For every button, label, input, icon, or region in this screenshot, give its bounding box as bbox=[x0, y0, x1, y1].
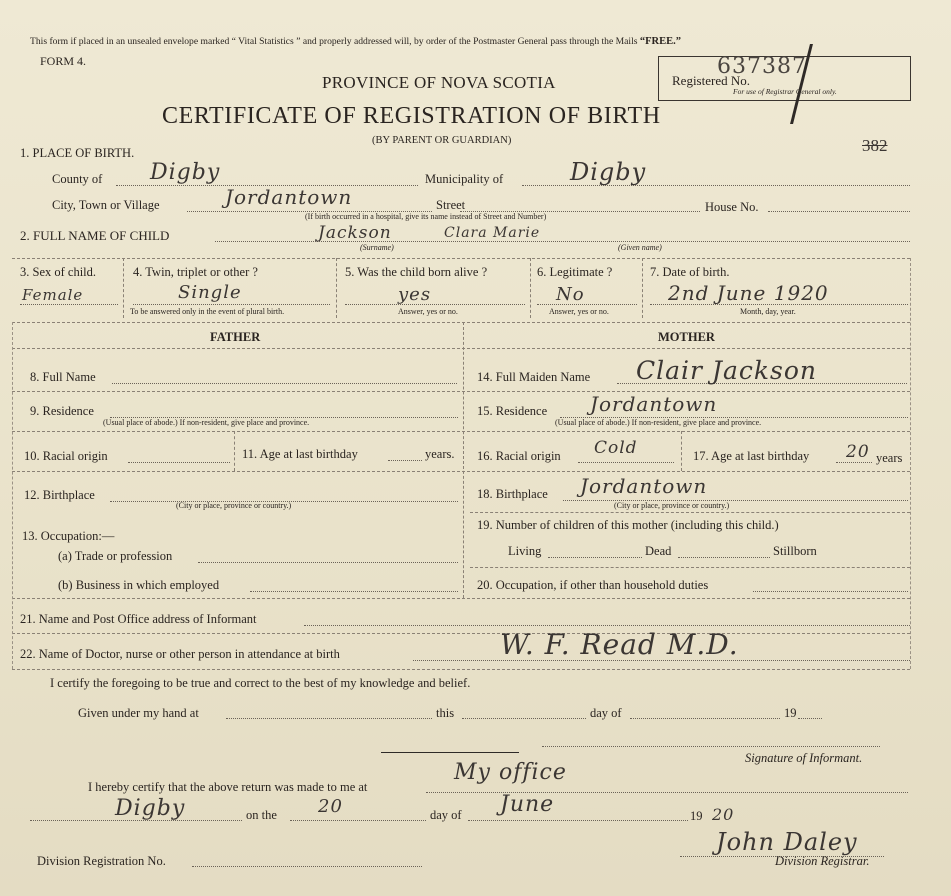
parents-row-line-1 bbox=[12, 391, 910, 392]
mother-occupation-line bbox=[753, 591, 908, 592]
mother-age-label: 17. Age at last birthday bbox=[693, 449, 810, 463]
given-under-label: Given under my hand at bbox=[78, 706, 199, 720]
certification-day-value: 20 bbox=[318, 796, 343, 817]
this-day-line bbox=[462, 718, 586, 719]
registered-number: 637387 bbox=[717, 54, 807, 79]
dead-label: Dead bbox=[645, 544, 672, 558]
col-divider-3 bbox=[530, 258, 531, 318]
dob-label: 7. Date of birth. bbox=[650, 265, 730, 279]
living-label: Living bbox=[508, 544, 542, 558]
father-racial-label: 10. Racial origin bbox=[24, 449, 108, 463]
day-of-label: day of bbox=[590, 706, 622, 720]
mother-maiden-label: 14. Full Maiden Name bbox=[477, 370, 591, 384]
mother-residence-label: 15. Residence bbox=[477, 404, 548, 418]
father-age-line bbox=[388, 460, 422, 461]
legitimate-line bbox=[537, 304, 637, 305]
this-label: this bbox=[436, 706, 455, 720]
parents-heading-line bbox=[12, 348, 910, 349]
county-label: County of bbox=[52, 172, 103, 186]
dob-value: 2nd June 1920 bbox=[668, 281, 829, 305]
legitimate-value: No bbox=[556, 284, 585, 305]
informant-signature-line bbox=[542, 746, 880, 747]
father-business-label: (b) Business in which employed bbox=[58, 578, 220, 592]
street-label: Street bbox=[436, 198, 466, 212]
father-heading: FATHER bbox=[210, 330, 261, 344]
mother-heading: MOTHER bbox=[658, 330, 715, 344]
father-age-label: 11. Age at last birthday bbox=[242, 447, 358, 461]
page-subtitle: (BY PARENT OR GUARDIAN) bbox=[372, 135, 512, 146]
father-occupation-label: 13. Occupation:— bbox=[22, 529, 115, 543]
house-number-line bbox=[768, 211, 910, 212]
father-trade-label: (a) Trade or profession bbox=[58, 549, 173, 563]
certification-place-line bbox=[30, 820, 242, 821]
year-prefix-2: 19 bbox=[690, 809, 703, 823]
father-birthplace-label: 12. Birthplace bbox=[24, 488, 95, 502]
living-line bbox=[548, 557, 642, 558]
page-title: CERTIFICATE OF REGISTRATION OF BIRTH bbox=[162, 103, 661, 129]
parents-table-divider bbox=[463, 322, 464, 598]
stillborn-label: Stillborn bbox=[773, 544, 817, 558]
mother-occupation-label: 20. Occupation, if other than household duties bbox=[477, 578, 709, 592]
mother-row-line-4 bbox=[470, 512, 910, 513]
hospital-note: (If birth occurred in a hospital, give its name instead of Street and Number) bbox=[305, 212, 547, 221]
registrar-signature: John Daley bbox=[716, 828, 858, 856]
certification-place-value: Digby bbox=[115, 796, 186, 821]
registrar-use-note: For use of Registrar General only. bbox=[733, 87, 837, 96]
hereby-certify-text: I hereby certify that the above return was made to me at bbox=[88, 780, 368, 794]
registered-label: Registered No. bbox=[672, 73, 750, 88]
twin-value: Single bbox=[178, 282, 242, 303]
father-residence-label: 9. Residence bbox=[30, 404, 94, 418]
mother-birthplace-note: (City or place, province or country.) bbox=[614, 501, 730, 510]
county-value: Digby bbox=[150, 160, 221, 185]
informant-line bbox=[304, 625, 910, 626]
informant-label: 21. Name and Post Office address of Informant bbox=[20, 612, 257, 626]
father-age-divider bbox=[234, 431, 235, 471]
certification-year-value: 20 bbox=[712, 805, 735, 824]
father-trade-line bbox=[198, 562, 458, 563]
surname-caption: (Surname) bbox=[360, 243, 394, 252]
certify-text: I certify the foregoing to be true and correct to the best of my knowledge and belief. bbox=[50, 676, 471, 690]
child-name-label: 2. FULL NAME OF CHILD bbox=[20, 228, 170, 243]
given-at-line bbox=[226, 718, 432, 719]
made-at-line bbox=[426, 792, 908, 793]
col-divider-4 bbox=[642, 258, 643, 318]
seal-line bbox=[381, 752, 519, 753]
mail-note: This form if placed in an unsealed envelope marked “ Vital Statistics ” and properly addressed will, by order of the Postmaster General pass through the Mails “FREE.” bbox=[30, 36, 682, 47]
parents-row-line-3 bbox=[12, 471, 910, 472]
alive-line bbox=[345, 304, 525, 305]
day-of-label-2: day of bbox=[430, 808, 462, 822]
municipality-label: Municipality of bbox=[425, 172, 504, 186]
legitimate-note: Answer, yes or no. bbox=[549, 307, 609, 316]
city-label: City, Town or Village bbox=[52, 198, 160, 212]
mother-birthplace-label: 18. Birthplace bbox=[477, 487, 548, 501]
child-surname-value: Jackson bbox=[318, 223, 392, 243]
father-birthplace-note: (City or place, province or country.) bbox=[176, 501, 292, 510]
father-residence-note: (Usual place of abode.) If non-resident, give place and province. bbox=[103, 418, 310, 427]
division-registration-label: Division Registration No. bbox=[37, 854, 166, 868]
province-heading: PROVINCE OF NOVA SCOTIA bbox=[322, 73, 556, 92]
informant-signature-caption: Signature of Informant. bbox=[745, 751, 863, 765]
twin-note: To be answered only in the event of plural birth. bbox=[130, 307, 285, 316]
mother-row-line-5 bbox=[470, 567, 910, 568]
twin-label: 4. Twin, triplet or other ? bbox=[133, 265, 258, 279]
certification-month-line bbox=[468, 820, 688, 821]
mother-age-line bbox=[836, 462, 872, 463]
doctor-label: 22. Name of Doctor, nurse or other person in attendance at birth bbox=[20, 647, 340, 661]
city-value: Jordantown bbox=[225, 185, 353, 209]
form-number: FORM 4. bbox=[40, 54, 87, 68]
father-racial-line bbox=[128, 462, 230, 463]
corner-number: 382 bbox=[862, 136, 888, 155]
month-line bbox=[630, 718, 780, 719]
year-prefix: 19 bbox=[784, 706, 797, 720]
mother-age-divider bbox=[681, 431, 682, 471]
alive-label: 5. Was the child born alive ? bbox=[345, 265, 488, 279]
mother-years: years bbox=[876, 451, 903, 465]
division-registrar-caption: Division Registrar. bbox=[775, 854, 870, 868]
alive-note: Answer, yes or no. bbox=[398, 307, 458, 316]
division-registration-line bbox=[192, 866, 422, 867]
dead-line bbox=[678, 557, 770, 558]
dob-note: Month, day, year. bbox=[740, 307, 796, 316]
on-the-label: on the bbox=[246, 808, 277, 822]
father-years: years. bbox=[425, 447, 455, 461]
sex-label: 3. Sex of child. bbox=[20, 265, 97, 279]
col-divider-2 bbox=[336, 258, 337, 318]
certification-day-line bbox=[290, 820, 426, 821]
mother-racial-value: Cold bbox=[594, 438, 638, 458]
parents-row-line-2 bbox=[12, 431, 910, 432]
father-name-label: 8. Full Name bbox=[30, 370, 96, 384]
child-given-value: Clara Marie bbox=[444, 225, 541, 241]
col-divider-1 bbox=[123, 258, 124, 318]
mother-residence-value: Jordantown bbox=[590, 392, 718, 416]
sex-line bbox=[20, 304, 118, 305]
mother-maiden-value: Clair Jackson bbox=[636, 356, 817, 385]
mother-age-value: 20 bbox=[846, 442, 870, 462]
made-at-value: My office bbox=[454, 760, 567, 785]
municipality-value: Digby bbox=[570, 158, 647, 186]
parents-table-bottom bbox=[12, 598, 910, 599]
house-number-label: House No. bbox=[705, 200, 759, 214]
left-border bbox=[12, 322, 13, 669]
parents-table-top bbox=[12, 322, 910, 323]
year-line bbox=[798, 718, 822, 719]
alive-value: yes bbox=[398, 284, 432, 305]
right-border bbox=[910, 258, 911, 669]
doctor-value: W. F. Read M.D. bbox=[500, 628, 739, 661]
twin-line bbox=[133, 304, 330, 305]
legitimate-label: 6. Legitimate ? bbox=[537, 265, 613, 279]
row-divider-top bbox=[12, 258, 910, 259]
mother-racial-line bbox=[578, 462, 674, 463]
father-business-line bbox=[250, 591, 458, 592]
doctor-divider bbox=[12, 669, 910, 670]
dob-line bbox=[650, 304, 908, 305]
place-of-birth-label: 1. PLACE OF BIRTH. bbox=[20, 146, 135, 160]
mother-children-label: 19. Number of children of this mother (including this child.) bbox=[477, 518, 779, 532]
mother-racial-label: 16. Racial origin bbox=[477, 449, 561, 463]
given-name-caption: (Given name) bbox=[618, 243, 662, 252]
informant-divider bbox=[12, 633, 910, 634]
certification-month-value: June bbox=[500, 792, 555, 817]
father-name-line bbox=[112, 383, 457, 384]
sex-value: Female bbox=[22, 286, 84, 304]
mother-birthplace-value: Jordantown bbox=[580, 474, 708, 498]
mother-residence-note: (Usual place of abode.) If non-resident, give place and province. bbox=[555, 418, 762, 427]
